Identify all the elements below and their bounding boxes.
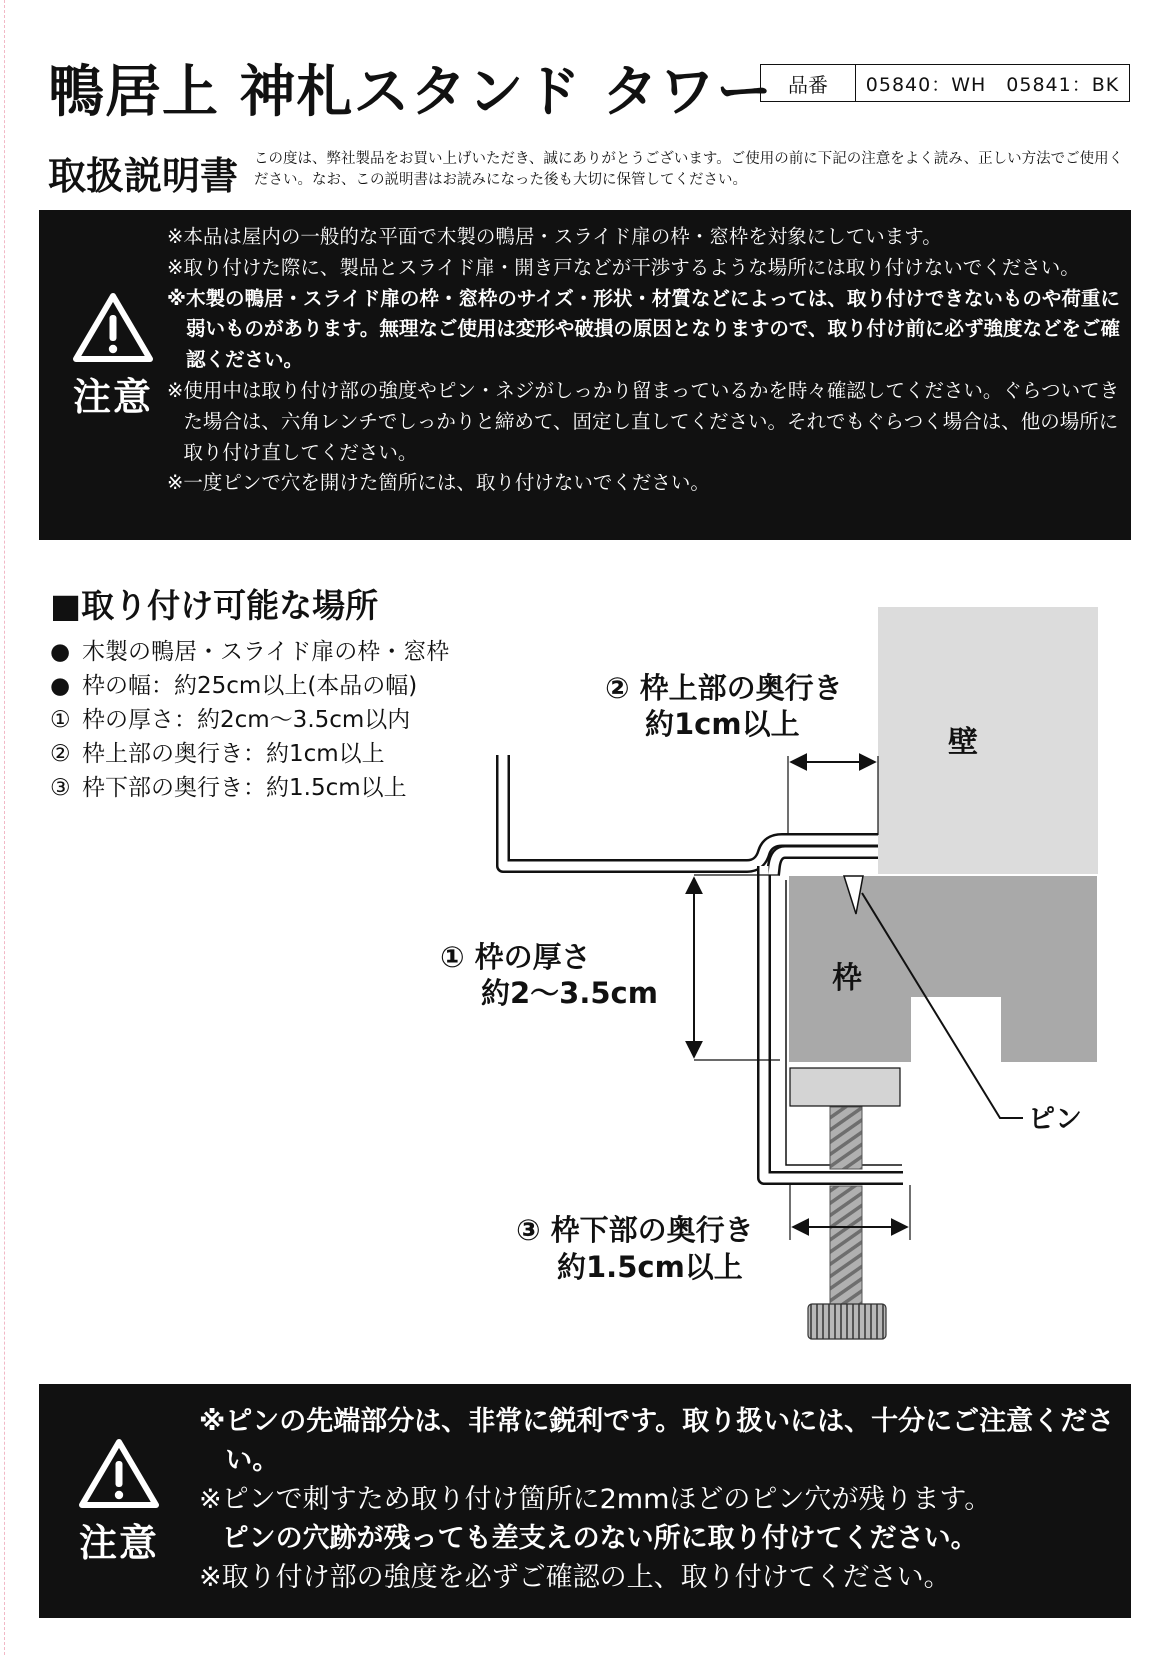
caution-label-top: 注意 <box>72 375 153 419</box>
requirement-text: 枠の厚さ：約2cm〜3.5cm以内 <box>82 707 411 733</box>
caution-label-bottom: 注意 <box>78 1521 159 1565</box>
section-title-mounting: ■取り付け可能な場所 <box>50 586 379 625</box>
pin-label: ピン <box>1028 1104 1082 1135</box>
clamp-pad <box>790 1068 900 1106</box>
requirement-text: 枠下部の奥行き：約1.5cm以上 <box>82 775 407 801</box>
requirement-text: 枠の幅：約25cm以上(本品の幅) <box>82 673 418 699</box>
note-text: ピンの先端部分は、非常に鋭利です。取り扱いには、十分にご注意ください。 <box>225 1406 1115 1476</box>
dimension-3-value: 約1.5cm以上 <box>557 1250 743 1284</box>
caution-badge-bottom <box>69 1436 169 1567</box>
dimension-3-title: ③ 枠下部の奥行き <box>516 1213 754 1247</box>
note-mark: ※ <box>199 1406 226 1437</box>
dimension-2-title: ② 枠上部の奥行き <box>605 671 843 705</box>
dimension-1-title: ① 枠の厚さ <box>440 940 591 974</box>
note-text: 木製の鴨居・スライド扉の枠・窓枠のサイズ・形状・材質などによっては、取り付けできないものや荷重に弱いものがあります。無理なご使用は変形や破損の原因となりますので、取り付け前に必ず強度などをご確認ください。 <box>185 286 1121 372</box>
wall-block <box>878 607 1098 875</box>
note-mark: ※ <box>167 378 184 402</box>
product-title: 鴨居上 神札スタンド タワー <box>48 60 773 125</box>
note-mark: ※ <box>167 255 184 279</box>
frame-label: 枠 <box>832 961 862 996</box>
note-text-main: ピンで刺すため取り付け箇所に2mmほどのピン穴が残ります。 <box>221 1484 992 1515</box>
note-mark: ※ <box>167 225 184 248</box>
note-text: 取り付けた際に、製品とスライド扉・開き戸などが干渉するような場所には取り付けないでください。 <box>183 255 1080 279</box>
note-text-emphasis: ピンの穴跡が残っても差支えのない所に取り付けてください。 <box>221 1523 978 1554</box>
clamp-screw <box>830 1107 862 1169</box>
dimension-2-value: 約1cm以上 <box>645 707 800 741</box>
caution-notes-bottom <box>199 1402 1119 1597</box>
requirement-bullet: ③ <box>50 775 71 801</box>
note-text: 使用中は取り付け部の強度やピン・ネジがしっかり留まっているかを時々確認してください。ぐらついてきた場合は、六角レンチでしっかりと締めて、固定し直してください。それでもぐらつく場合は、他の場所に取り付け直してください。 <box>183 378 1120 464</box>
requirement-bullet: ① <box>50 707 71 733</box>
screw-knob <box>808 1304 886 1339</box>
note-text: 取り付け部の強度を必ずご確認の上、取り付けてください。 <box>221 1562 951 1593</box>
product-code-value: 05840：WH 05841：BK <box>865 73 1120 96</box>
requirement-bullet: ● <box>50 639 71 665</box>
product-code-label: 品番 <box>761 65 856 101</box>
requirement-text: 木製の鴨居・スライド扉の枠・窓枠 <box>82 639 450 665</box>
caution-note <box>199 1558 1119 1597</box>
dimension-1-value: 約2〜3.5cm <box>481 976 658 1010</box>
clamp-screw-lower <box>830 1186 862 1304</box>
caution-note-bold <box>199 1402 1119 1480</box>
caution-box-bottom <box>39 1384 1131 1618</box>
note-mark: ※ <box>199 1484 222 1515</box>
caution-note <box>199 1480 1119 1558</box>
requirement-bullet: ● <box>50 673 71 699</box>
manual-title: 取扱説明書 <box>48 154 239 198</box>
note-mark: ※ <box>167 471 184 495</box>
note-mark: ※ <box>167 286 186 310</box>
note-mark: ※ <box>199 1562 222 1593</box>
requirement-bullet: ② <box>50 741 71 767</box>
note-text <box>222 1480 1119 1558</box>
intro-text: この度は、弊社製品をお買い上げいただき、誠にありがとうございます。ご使用の前に下記の注意をよく読み、正しい方法でご使用ください。なお、この説明書はお読みになった後も大切に保管してください。 <box>254 151 1124 188</box>
wall-label: 壁 <box>948 725 978 760</box>
warning-triangle-icon <box>77 1436 161 1510</box>
requirement-text: 枠上部の奥行き：約1cm以上 <box>82 741 385 767</box>
note-text: 本品は屋内の一般的な平面で木製の鴨居・スライド扉の枠・窓枠を対象にしています。 <box>183 225 942 248</box>
note-text: 一度ピンで穴を開けた箇所には、取り付けないでください。 <box>183 471 710 495</box>
